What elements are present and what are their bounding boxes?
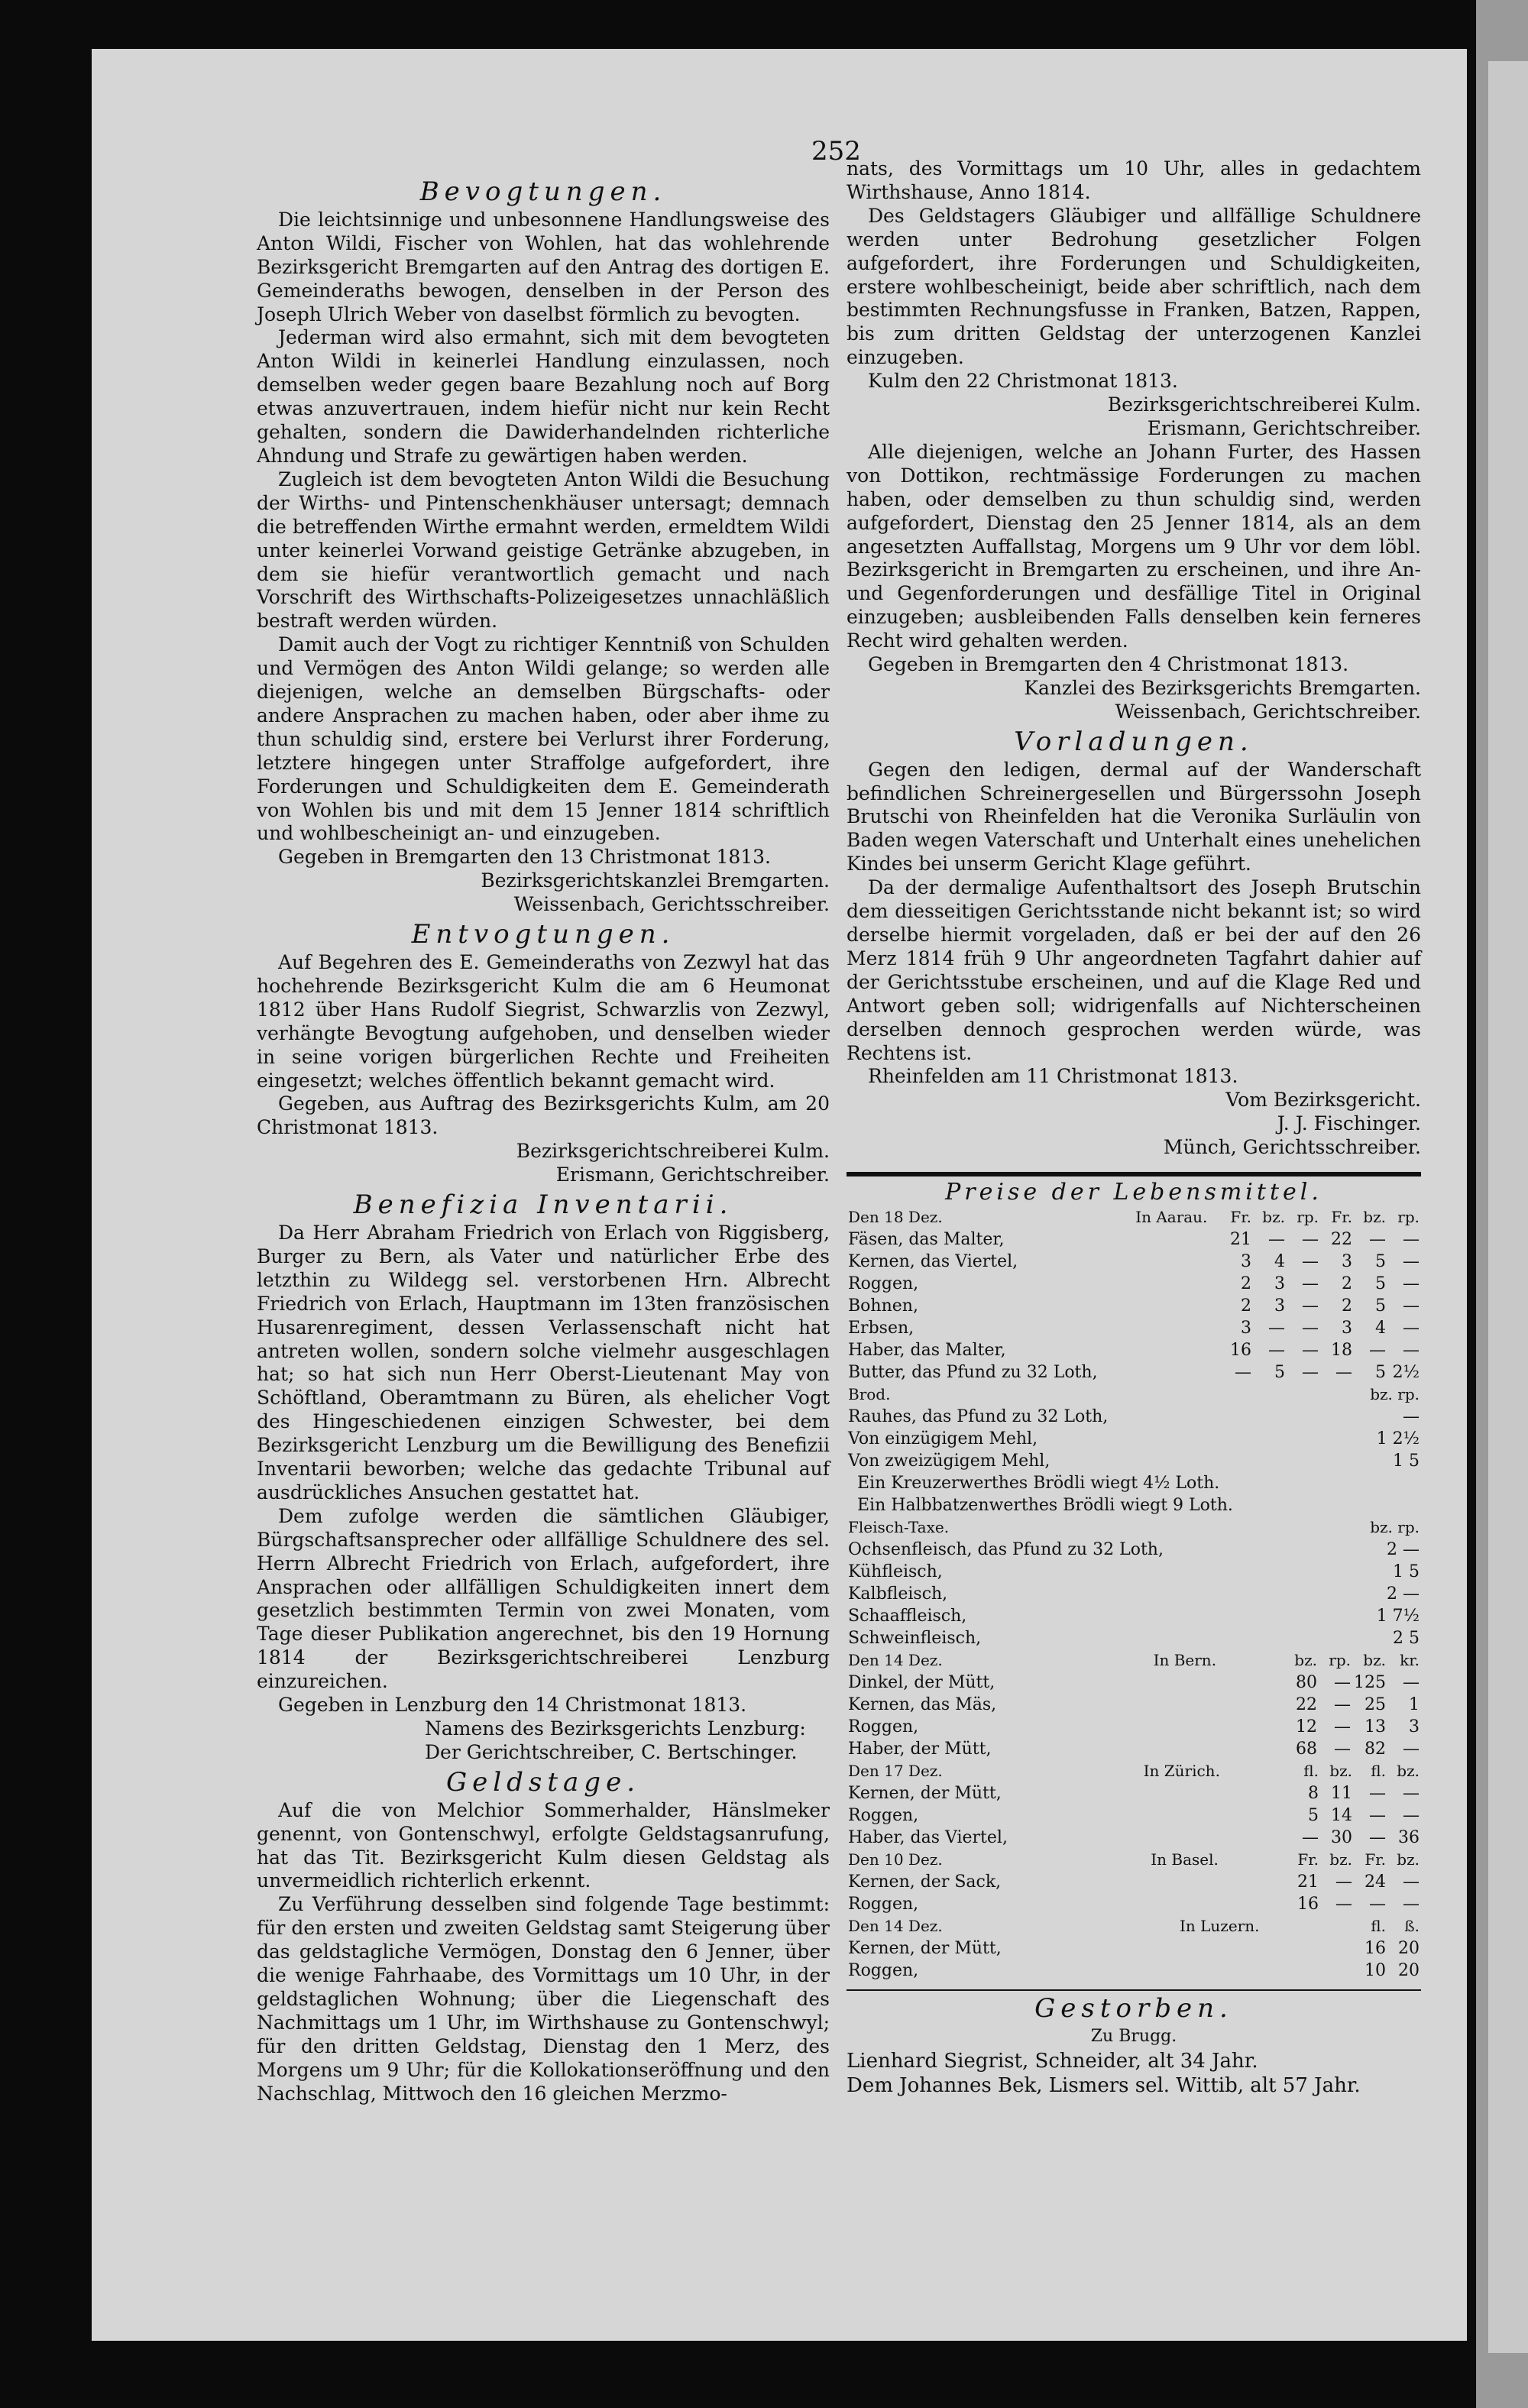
price-cell: Kernen, der Mütt,: [848, 1938, 1002, 1958]
price-cell: —: [1302, 1229, 1319, 1249]
price-cell: —: [1403, 1739, 1420, 1759]
price-row: [847, 1672, 1421, 1694]
price-header-row: [847, 1915, 1421, 1937]
price-cell: In Aarau.: [1135, 1207, 1208, 1226]
left-paragraph: Da Herr Abraham Friedrich von Erlach von Riggisberg, Burger zu Bern, als Vater und natürlicher Erbe des letzthin zu Wildegg sel. verstorbenen Hrn. Albrecht Friedrich von Erlach, Hauptmann im 13ten französischen Husarenregiment, dessen Verlassenschaft nicht hat antreten wollen, sondern solche vielmehr ausgeschlagen hat; so hat sich nun Herr Oberst-Lieutenant May von Schöftland, Oberamtmann zu Büren, als ehelicher Vogt des Hingeschiedenen einzigen Schwester, bei dem Bezirksgericht Lenzburg um die Bewilligung des Benefizii Inventarii beworben; welche das gedachte Tribunal auf ausdrückliches Ansuchen gestattet hat.: [257, 1221, 830, 1503]
price-cell: Dinkel, der Mütt,: [848, 1672, 995, 1692]
price-cell: Roggen,: [848, 1894, 919, 1914]
price-cell: —: [1369, 1340, 1386, 1360]
right-paragraph: Da der dermalige Aufenthaltsort des Joseph Brutschin dem diesseitigen Gerichtsstande nicht bekannt ist; so wird derselbe hiermit vorgeladen, daß er bei der auf den 26 Merz 1814 früh 9 Uhr angeordneten Tagfahrt dahier auf der Gerichtsstube erscheinen, und auf die Klage Red und Antwort geben soll; widrigenfalls auf Nichterscheinen derselben dennoch gesprochen werden würde, was Rechtens ist.: [847, 876, 1421, 1064]
price-cell: —: [1403, 1672, 1420, 1692]
prices-table-zurich: [847, 1760, 1421, 1849]
price-cell: —: [1369, 1783, 1386, 1803]
price-cell: [1134, 1273, 1219, 1295]
price-cell: bz. rp.: [1370, 1517, 1420, 1536]
price-cell: [1152, 1694, 1285, 1716]
price-cell: Von einzügigem Mehl,: [848, 1429, 1038, 1448]
left-signature: Namens des Bezirksgerichts Lenzburg:: [425, 1717, 806, 1740]
price-cell: bz.: [1363, 1650, 1386, 1669]
left-paragraph: Gegeben, aus Auftrag des Bezirksgerichts Kulm, am 20 Christmonat 1813.: [257, 1092, 830, 1139]
price-cell: Rauhes, das Pfund zu 32 Loth,: [848, 1406, 1109, 1426]
price-cell: —: [1335, 1362, 1352, 1382]
price-cell: —: [1403, 1872, 1420, 1892]
price-cell: —: [1403, 1406, 1420, 1426]
price-cell: —: [1369, 1805, 1386, 1825]
price-cell: —: [1268, 1318, 1285, 1338]
price-cell: [1134, 1361, 1219, 1384]
price-header-row: [847, 1384, 1421, 1406]
prices-table-bern: [847, 1649, 1421, 1760]
price-cell: Haber, das Malter,: [848, 1340, 1006, 1360]
price-cell: 3: [1409, 1717, 1420, 1736]
price-row: [847, 1428, 1421, 1450]
price-header-row: [847, 1649, 1421, 1672]
price-cell: Den 14 Dez.: [848, 1916, 943, 1935]
price-cell: —: [1235, 1362, 1251, 1382]
price-cell: —: [1268, 1340, 1285, 1360]
left-paragraph: Jederman wird also ermahnt, sich mit dem bevogteten Anton Wildi in keinerlei Handlung einzulassen, noch demselben weder gegen baare Bezahlung noch auf Borg etwas anzuvertrauen, indem hiefür nicht nur kein Recht gehalten, sondern die Dawiderhandelnden richterliche Ahndung und Strafe zu gewärtigen haben werden.: [257, 326, 830, 467]
price-header-row: [847, 1516, 1421, 1539]
price-header-row: [847, 1849, 1421, 1871]
price-cell: Fäsen, das Malter,: [848, 1229, 1005, 1249]
price-cell: [1142, 1804, 1287, 1827]
price-cell: [1178, 1960, 1354, 1982]
left-column: [257, 174, 830, 2106]
price-row: [847, 1738, 1421, 1760]
price-cell: —: [1403, 1251, 1420, 1271]
price-cell: —: [1403, 1894, 1420, 1914]
price-cell: —: [1302, 1296, 1319, 1316]
price-cell: Fleisch-Taxe.: [848, 1517, 950, 1536]
right-paragraph: Kulm den 22 Christmonat 1813.: [868, 370, 1178, 393]
price-cell: bz.: [1397, 1850, 1420, 1869]
price-cell: 20: [1398, 1938, 1420, 1958]
price-cell: Fr.: [1331, 1207, 1352, 1226]
right-signature: Kanzlei des Bezirksgerichts Bremgarten.: [1024, 676, 1421, 699]
price-row: [847, 1694, 1421, 1716]
left-paragraph: Zu Verführung desselben sind folgende Tage bestimmt: für den ersten und zweiten Geldstag samt Steigerung über das geldstagliche Vermögen, Donstag den 6 Jenner, über die wenige Fahrhaabe, des Vormittags um 10 Uhr, in der geldstaglichen Wohnung; über die Liegenschaft des Nachmittags um 1 Uhr, im Wirthshause zu Gontenschwyl; für den dritten Geldstag, Dienstag den 1 Merz, des Morgens um 9 Uhr; für die Kollokationseröffnung und den Nachschlag, Mittwoch den 16 gleichen Merzmo-: [257, 1893, 830, 2105]
price-cell: 36: [1398, 1827, 1420, 1847]
price-cell: In Bern.: [1153, 1650, 1217, 1669]
right-paragraph: Des Geldstagers Gläubiger und allfällige Schuldnere werden unter Bedrohung gesetzlicher Folgen aufgefordert, ihre Forderungen und Schuldigkeiten, erstere wohlbescheinigt, beide aber schriftlich, nach dem bestimmten Rechnungsfusse in Franken, Batzen, Rappen, bis zum dritten Geldstag der unterzogenen Kanzlei einzugeben.: [847, 204, 1421, 369]
right-paragraph: Gegen den ledigen, dermal auf der Wanderschaft befindlichen Schreinergesellen und Bürgerssohn Joseph Brutschi von Rheinfelden hat die Veronika Surläulin von Baden wegen Vaterschaft und Unterhalt eines unehelichen Kindes bei unserm Gericht Klage geführt.: [847, 758, 1421, 875]
left-paragraph: Auf Begehren des E. Gemeinderaths von Zezwyl hat das hochehrende Bezirksgericht Kulm die am 6 Heumonat 1812 über Hans Rudolf Siegrist, Schwarzlis von Zezwyl, verhängte Bevogtung aufgehoben, und denselben wieder in seine vorigen bürgerlichen Rechte und Freiheiten eingesetzt; welches öffentlich bekannt gemacht wird.: [257, 951, 830, 1092]
page-number: 252: [811, 136, 861, 167]
left-signature: Bezirksgerichtskanzlei Bremgarten.: [481, 869, 830, 892]
death-entry: Lienhard Siegrist, Schneider, alt 34 Jahr.: [847, 2049, 1258, 2073]
brod-note: Ein Halbbatzenwerthes Brödli wiegt 9 Loth.: [857, 1495, 1233, 1515]
right-signature: Vom Bezirksgericht.: [1225, 1089, 1421, 1112]
price-cell: Brod.: [848, 1384, 891, 1403]
brod-weight-notes: [847, 1472, 1421, 1516]
price-row: [847, 1827, 1421, 1849]
price-cell: 82: [1365, 1739, 1386, 1759]
price-cell: 2: [1342, 1296, 1352, 1316]
price-row: [847, 1716, 1421, 1738]
price-cell: Erbsen,: [848, 1318, 915, 1338]
price-cell: —: [1369, 1827, 1386, 1847]
price-cell: —: [1403, 1805, 1420, 1825]
price-cell: —: [1403, 1296, 1420, 1316]
price-cell: 2 —: [1387, 1584, 1420, 1604]
prices-table-luzern: [847, 1915, 1421, 1982]
prices-table-fleisch: [847, 1516, 1421, 1649]
right-signature: Erismann, Gerichtschreiber.: [1147, 416, 1421, 439]
price-cell: Den 17 Dez.: [848, 1761, 943, 1780]
price-cell: rp.: [1297, 1207, 1319, 1226]
price-cell: bz. rp.: [1370, 1384, 1420, 1403]
death-entry: Dem Johannes Bek, Lismers sel. Wittib, alt 57 Jahr.: [847, 2073, 1361, 2097]
prices-table-brod: [847, 1384, 1421, 1472]
price-cell: —: [1334, 1694, 1351, 1714]
price-cell: [1178, 1937, 1354, 1960]
price-row: [847, 1406, 1421, 1428]
price-cell: 3: [1274, 1296, 1285, 1316]
right-paragraph: Rheinfelden am 11 Christmonat 1813.: [868, 1065, 1238, 1088]
price-cell: 3: [1342, 1318, 1352, 1338]
price-cell: [1152, 1716, 1285, 1738]
price-cell: 25: [1365, 1694, 1386, 1714]
price-cell: 22: [1296, 1694, 1317, 1714]
left-heading: Geldstage.: [446, 1766, 640, 1798]
left-signature: Weissenbach, Gerichtsschreiber.: [513, 893, 830, 916]
price-cell: Fr.: [1230, 1207, 1251, 1226]
price-row: [847, 1361, 1421, 1384]
price-cell: Roggen,: [848, 1717, 919, 1736]
price-cell: 3: [1241, 1251, 1251, 1271]
price-cell: 2: [1241, 1296, 1251, 1316]
price-cell: Roggen,: [848, 1960, 919, 1980]
price-cell: 80: [1296, 1672, 1317, 1692]
left-paragraph: Zugleich ist dem bevogteten Anton Wildi die Besuchung der Wirths- und Pintenschenkhäuser untersagt; demnach die betreffenden Wirthe ermahnt werden, ermeldtem Wildi unter keinerlei Vorwand geistige Getränke abzugeben, in dem sie hiefür verantwortlich gemacht und nach Vorschrift des Wirthschafts-Polizeigesetzes unnachläßlich bestraft werden würden.: [257, 468, 830, 633]
price-cell: 5: [1274, 1362, 1285, 1382]
left-paragraph: Damit auch der Vogt zu richtiger Kenntniß von Schulden und Vermögen des Anton Wildi gelange; so werden alle diejenigen, welche an demselben Bürgschafts- oder andere Ansprachen zu machen haben, oder aber ihme zu thun schuldig sind, erstere bei Verlurst ihrer Forderung, letztere hingegen unter Straffolge aufgefordert, ihre Forderungen und Schuldigkeiten dem E. Gemeinderath von Wohlen bis und mit dem 15 Jenner 1814 schriftlich und wohlbescheinigt an- und einzugeben.: [257, 633, 830, 845]
price-cell: 1: [1409, 1694, 1420, 1714]
price-cell: 12: [1296, 1717, 1317, 1736]
price-cell: Fr.: [1297, 1850, 1319, 1869]
price-row: [847, 1893, 1421, 1915]
price-row: [847, 1317, 1421, 1339]
price-cell: [1149, 1871, 1287, 1893]
price-cell: Von zweizügigem Mehl,: [848, 1451, 1050, 1471]
left-paragraph: Auf die von Melchior Sommerhalder, Hänslmeker genennt, von Gontenschwyl, erfolgte Geldstagsanrufung, hat das Tit. Bezirksgericht Kulm diesen Geldstag als unvermeidlich richterlich erkennt.: [257, 1798, 830, 1892]
price-row: [847, 1228, 1421, 1251]
prices-title: Preise der Lebensmittel.: [945, 1179, 1322, 1206]
price-cell: bz.: [1294, 1650, 1317, 1669]
price-cell: 1 7½: [1376, 1606, 1420, 1626]
price-cell: 3: [1274, 1274, 1285, 1293]
adjacent-page-strip: [1488, 61, 1528, 2353]
price-cell: Den 14 Dez.: [848, 1650, 943, 1669]
deaths-heading: Gestorben.: [1034, 1992, 1233, 2024]
price-cell: 68: [1296, 1739, 1317, 1759]
prices-table-basel: [847, 1849, 1421, 1915]
left-heading: Bevogtungen.: [419, 176, 667, 207]
price-cell: Den 18 Dez.: [848, 1207, 943, 1226]
deaths-list: [847, 2049, 1421, 2098]
price-cell: Roggen,: [848, 1805, 919, 1825]
price-cell: bz.: [1262, 1207, 1285, 1226]
price-cell: Schaaffleisch,: [848, 1606, 967, 1626]
price-cell: —: [1335, 1894, 1352, 1914]
price-cell: 5: [1375, 1251, 1386, 1271]
right-column: [847, 157, 1421, 2098]
price-cell: 4: [1274, 1251, 1285, 1271]
price-header-row: [847, 1206, 1421, 1228]
price-cell: In Luzern.: [1180, 1916, 1260, 1935]
price-cell: 22: [1331, 1229, 1352, 1249]
price-cell: kr.: [1400, 1650, 1420, 1669]
right-signature: Weissenbach, Gerichtschreiber.: [1115, 700, 1421, 723]
deaths-rule: [847, 1989, 1421, 1991]
price-row: [847, 1804, 1421, 1827]
price-cell: Ochsenfleisch, das Pfund zu 32 Loth,: [848, 1539, 1164, 1559]
prices-table-aarau: [847, 1206, 1421, 1384]
price-row: [847, 1539, 1421, 1561]
price-cell: 3: [1342, 1251, 1352, 1271]
price-cell: Kernen, das Viertel,: [848, 1251, 1018, 1271]
price-cell: Kernen, der Mütt,: [848, 1783, 1002, 1803]
price-row: [847, 1450, 1421, 1472]
price-cell: 1 5: [1393, 1451, 1420, 1471]
left-paragraph: Gegeben in Lenzburg den 14 Christmonat 1813.: [278, 1694, 747, 1717]
price-row: [847, 1583, 1421, 1605]
right-paragraph: nats, des Vormittags um 10 Uhr, alles in gedachtem Wirthshause, Anno 1814.: [847, 157, 1421, 203]
brod-note: Ein Kreuzerwerthes Brödli wiegt 4½ Loth.: [857, 1473, 1220, 1493]
price-row: [847, 1627, 1421, 1649]
price-cell: Roggen,: [848, 1274, 919, 1293]
price-cell: [1152, 1672, 1285, 1694]
price-cell: —: [1335, 1872, 1352, 1892]
price-header-row: [847, 1760, 1421, 1782]
price-cell: Kalbfleisch,: [848, 1584, 948, 1604]
price-cell: 5: [1308, 1805, 1319, 1825]
price-cell: [1134, 1251, 1219, 1273]
price-cell: rp.: [1329, 1650, 1351, 1669]
right-paragraph: Gegeben in Bremgarten den 4 Christmonat 1813.: [868, 653, 1349, 676]
price-cell: bz.: [1363, 1207, 1386, 1226]
price-cell: fl.: [1371, 1761, 1386, 1780]
price-cell: 2 —: [1387, 1539, 1420, 1559]
right-signature: Münch, Gerichtsschreiber.: [1163, 1136, 1421, 1159]
price-cell: 16: [1365, 1938, 1386, 1958]
price-cell: 5: [1375, 1274, 1386, 1293]
price-cell: Butter, das Pfund zu 32 Loth,: [848, 1362, 1098, 1382]
price-cell: rp.: [1397, 1207, 1420, 1226]
price-row: [847, 1295, 1421, 1317]
price-cell: Schweinfleisch,: [848, 1628, 982, 1648]
price-cell: —: [1302, 1827, 1319, 1847]
price-cell: —: [1302, 1274, 1319, 1293]
price-cell: 2: [1342, 1274, 1352, 1293]
price-cell: [1134, 1295, 1219, 1317]
price-cell: 5: [1375, 1296, 1386, 1316]
price-cell: 16: [1230, 1340, 1251, 1360]
price-cell: [1142, 1782, 1287, 1804]
right-paragraph: Alle diejenigen, welche an Johann Furter, des Hassen von Dottikon, rechtmässige Forderungen zu machen haben, oder demselben zu thun schuldig sind, werden aufgefordert, Dienstag den 25 Jenner 1814, als an dem angesetzten Auffallstag, Morgens um 9 Uhr vor dem löbl. Bezirksgericht in Bremgarten zu erscheinen, und ihre An- und Gegenforderungen und desfällige Titel in Original einzugeben; ausbleibenden Falls denselben kein ferneres Recht wird gehalten werden.: [847, 440, 1421, 652]
price-row: [847, 1605, 1421, 1627]
price-row: [847, 1251, 1421, 1273]
price-cell: 4: [1375, 1318, 1386, 1338]
left-paragraph: Dem zufolge werden die sämtlichen Gläubiger, Bürgschaftsansprecher oder allfällige Schuldnere des sel. Herrn Albrecht Friedrich von Erlach, aufgefordert, ihre Ansprachen oder allfälligen Schuldigkeiten innert dem gesetzlich bestimmten Termin von zwei Monaten, vom Tage dieser Publikation angerechnet, bis den 19 Hornung 1814 der Bezirksgerichtschreiberei Lenzburg einzureichen.: [257, 1504, 830, 1693]
price-cell: 1 2½: [1376, 1429, 1420, 1448]
price-cell: Kühfleisch,: [848, 1562, 943, 1581]
price-cell: —: [1302, 1362, 1319, 1382]
price-cell: [1134, 1317, 1219, 1339]
price-cell: —: [1403, 1340, 1420, 1360]
price-cell: Den 10 Dez.: [848, 1850, 943, 1869]
price-cell: [1142, 1827, 1287, 1849]
price-cell: In Basel.: [1151, 1850, 1219, 1869]
price-cell: —: [1334, 1739, 1351, 1759]
price-cell: bz.: [1397, 1761, 1420, 1780]
price-cell: 1 5: [1393, 1562, 1420, 1581]
price-cell: 125: [1354, 1672, 1386, 1692]
price-row: [847, 1561, 1421, 1583]
price-cell: —: [1403, 1318, 1420, 1338]
left-paragraph: Die leichtsinnige und unbesonnene Handlungsweise des Anton Wildi, Fischer von Wohlen, hat das wohlehrende Bezirksgericht Bremgarten auf den Antrag des dortigen E. Gemeinderaths bewogen, denselben in der Person des Joseph Ulrich Weber von daselbst förmlich zu bevogten.: [257, 208, 830, 325]
price-cell: fl.: [1303, 1761, 1319, 1780]
price-row: [847, 1782, 1421, 1804]
left-paragraph: Gegeben in Bremgarten den 13 Christmonat 1813.: [278, 846, 772, 869]
price-cell: Haber, der Mütt,: [848, 1739, 992, 1759]
price-cell: 21: [1230, 1229, 1251, 1249]
price-cell: —: [1334, 1717, 1351, 1736]
left-heading: Benefizia Inventarii.: [353, 1189, 733, 1221]
price-cell: 3: [1241, 1318, 1251, 1338]
price-cell: —: [1403, 1783, 1420, 1803]
price-cell: Fr.: [1365, 1850, 1386, 1869]
price-cell: —: [1403, 1229, 1420, 1249]
price-cell: 30: [1331, 1827, 1352, 1847]
price-cell: bz.: [1329, 1761, 1352, 1780]
price-cell: 14: [1331, 1805, 1352, 1825]
price-cell: [1149, 1893, 1287, 1915]
price-cell: 24: [1365, 1872, 1386, 1892]
price-cell: Kernen, der Sack,: [848, 1872, 1002, 1892]
deaths-place: Zu Brugg.: [1090, 2026, 1177, 2046]
price-row: [847, 1339, 1421, 1361]
price-cell: bz.: [1329, 1850, 1352, 1869]
right-column-notices: [847, 157, 1421, 1160]
price-row: [847, 1871, 1421, 1893]
price-cell: —: [1369, 1229, 1386, 1249]
price-cell: Kernen, das Mäs,: [848, 1694, 997, 1714]
price-cell: 21: [1297, 1872, 1319, 1892]
price-cell: —: [1403, 1274, 1420, 1293]
left-signature: Bezirksgerichtschreiberei Kulm.: [516, 1140, 830, 1163]
right-signature: J. J. Fischinger.: [1277, 1112, 1421, 1135]
price-cell: 8: [1308, 1783, 1319, 1803]
price-cell: —: [1302, 1251, 1319, 1271]
price-cell: 2: [1241, 1274, 1251, 1293]
price-cell: Haber, das Viertel,: [848, 1827, 1008, 1847]
left-heading: Entvogtungen.: [411, 919, 675, 950]
price-cell: 16: [1297, 1894, 1319, 1914]
price-cell: 18: [1331, 1340, 1352, 1360]
right-heading: Vorladungen.: [1014, 726, 1254, 757]
price-cell: [1134, 1228, 1219, 1251]
price-cell: ß.: [1404, 1916, 1420, 1935]
price-cell: —: [1334, 1672, 1351, 1692]
right-signature: Bezirksgerichtschreiberei Kulm.: [1107, 393, 1421, 416]
price-cell: —: [1302, 1318, 1319, 1338]
price-cell: 2 5: [1393, 1628, 1420, 1648]
price-cell: —: [1268, 1229, 1285, 1249]
price-cell: [1152, 1738, 1285, 1760]
price-cell: In Zürich.: [1143, 1761, 1220, 1780]
price-cell: 20: [1398, 1960, 1420, 1980]
prices-top-rule: [847, 1172, 1421, 1176]
price-cell: 11: [1331, 1783, 1352, 1803]
price-row: [847, 1273, 1421, 1295]
price-row: [847, 1937, 1421, 1960]
left-signature: Der Gerichtschreiber, C. Bertschinger.: [425, 1740, 798, 1763]
price-cell: 10: [1365, 1960, 1386, 1980]
price-cell: 5: [1375, 1362, 1386, 1382]
price-row: [847, 1960, 1421, 1982]
left-signature: Erismann, Gerichtschreiber.: [555, 1164, 830, 1186]
price-cell: 13: [1365, 1717, 1386, 1736]
price-cell: Bohnen,: [848, 1296, 918, 1316]
price-cell: [1134, 1339, 1219, 1361]
price-cell: fl.: [1371, 1916, 1386, 1935]
price-cell: —: [1302, 1340, 1319, 1360]
price-cell: —: [1369, 1894, 1386, 1914]
price-cell: 2½: [1392, 1362, 1420, 1382]
